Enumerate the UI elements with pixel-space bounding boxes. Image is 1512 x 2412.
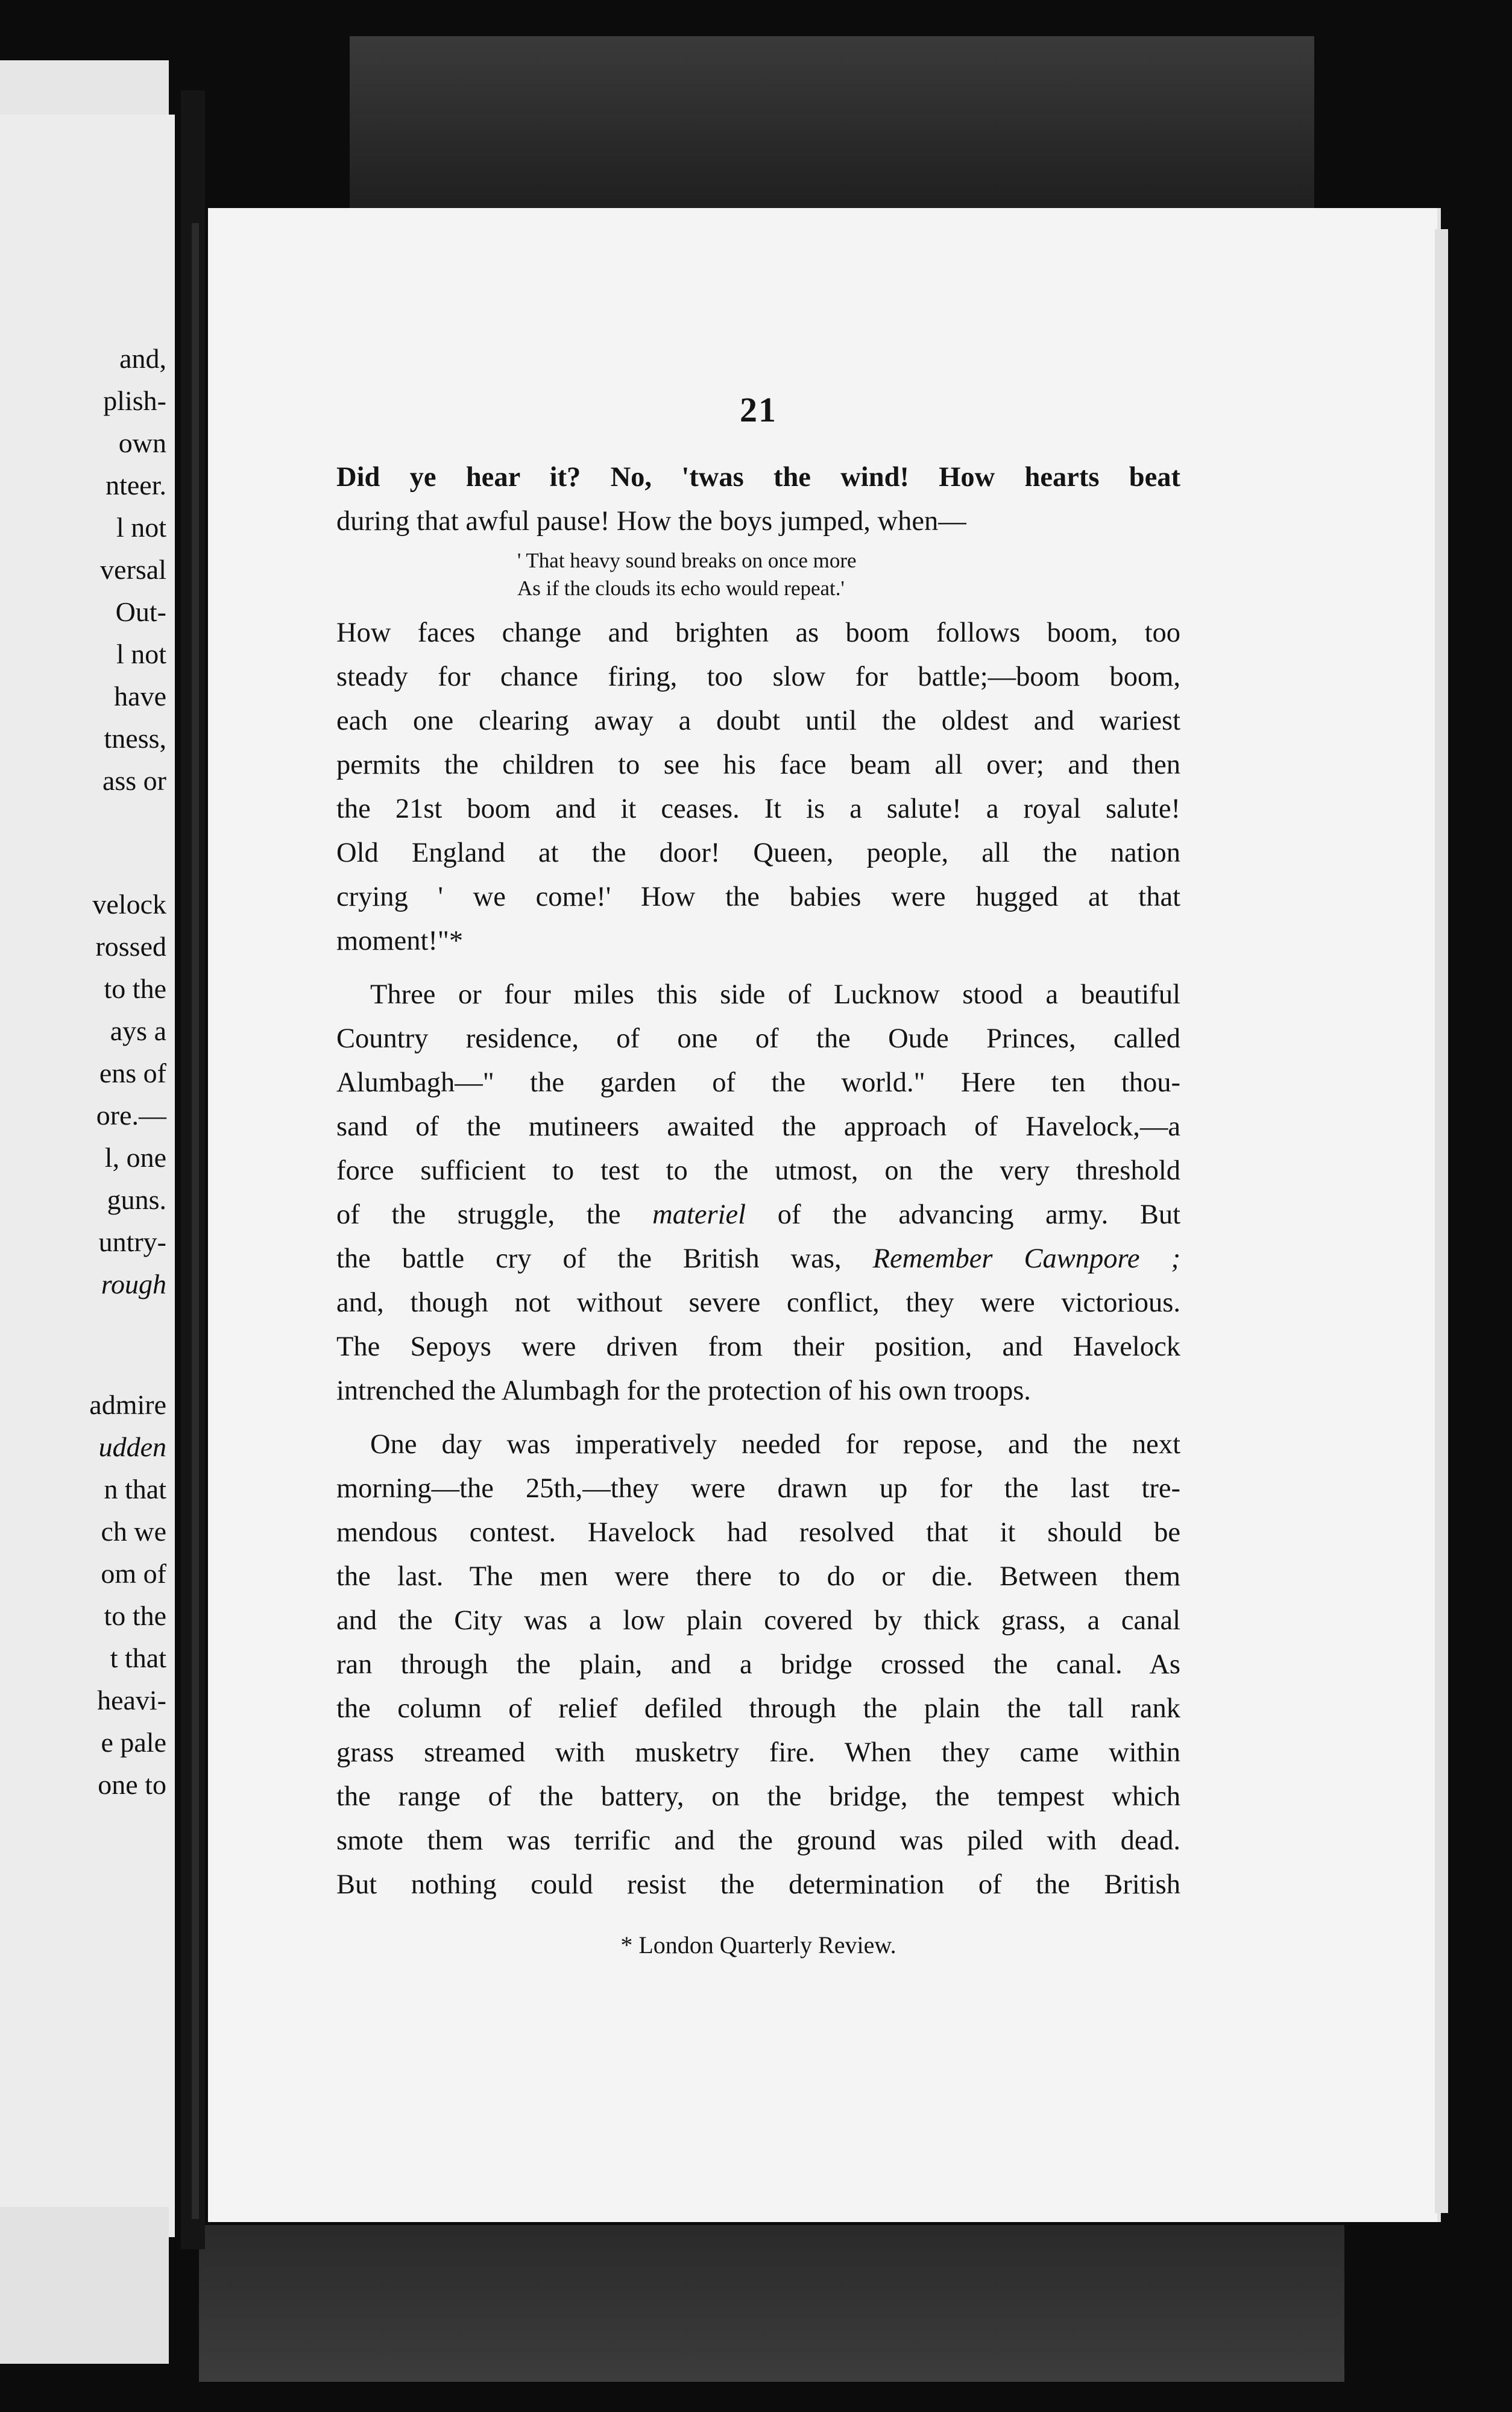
left-page-fragment: versal bbox=[100, 554, 166, 585]
paragraph-1-line: Old England at the door! Queen, people, all the nation bbox=[336, 838, 1180, 868]
left-page-fragment: velock bbox=[92, 889, 166, 920]
right-page bbox=[208, 208, 1441, 2222]
opening-line-2: during that awful pause! How the boys jumped, when— bbox=[336, 506, 966, 537]
left-page-fragment: heavi- bbox=[97, 1685, 166, 1716]
verse-line-1: ' That heavy sound breaks on once more bbox=[517, 549, 857, 572]
paragraph-2 bbox=[336, 973, 1180, 1413]
paragraph-2-line: Three or four miles this side of Lucknow stood a beautiful bbox=[370, 979, 1180, 1010]
paragraph-1-line: steady for chance firing, too slow for battle;—boom boom, bbox=[336, 661, 1180, 692]
left-page-edge-bottom bbox=[0, 2207, 169, 2364]
left-page-fragment: one to bbox=[98, 1769, 166, 1800]
spine-shadow bbox=[192, 223, 199, 2219]
left-page-fragment: t that bbox=[110, 1643, 166, 1673]
paragraph-1 bbox=[336, 611, 1180, 963]
page-edge bbox=[1435, 229, 1448, 2213]
text-run: of the struggle, the bbox=[336, 1199, 621, 1230]
left-page-fragment: ass or bbox=[102, 765, 166, 796]
paragraph-3-line: mendous contest. Havelock had resolved that it should be bbox=[336, 1517, 1180, 1548]
paragraph-1-line: How faces change and brighten as boom follows boom, too bbox=[336, 617, 1180, 648]
paragraph-3-line: the last. The men were there to do or die. Between them bbox=[336, 1561, 1180, 1592]
left-page-fragment: nteer. bbox=[106, 470, 166, 500]
left-page-fragment: rough bbox=[101, 1269, 166, 1299]
paragraph-3-line: and the City was a low plain covered by thick grass, a canal bbox=[336, 1605, 1180, 1636]
left-page-fragment: l not bbox=[116, 639, 166, 669]
paragraph-2-line: intrenched the Alumbagh for the protection of his own troops. bbox=[336, 1375, 1031, 1406]
left-page-fragment: untry- bbox=[98, 1227, 166, 1257]
paragraph-3-line: the range of the battery, on the bridge, the tempest which bbox=[336, 1781, 1180, 1812]
page-content bbox=[336, 389, 1180, 1962]
paragraph-2-line: Alumbagh—" the garden of the world." Here ten thou- bbox=[336, 1067, 1180, 1098]
left-page-fragment: ays a bbox=[110, 1015, 166, 1046]
paragraph-3 bbox=[336, 1422, 1180, 1907]
left-page-fragment: to the bbox=[104, 1600, 166, 1631]
left-page-fragment: ore.— bbox=[96, 1100, 166, 1131]
left-page-fragment: Out- bbox=[115, 596, 166, 627]
opening-paragraph bbox=[336, 455, 1180, 543]
paragraph-1-line: the 21st boom and it ceases. It is a salute! a royal salute! bbox=[336, 794, 1180, 824]
left-page-fragment: admire bbox=[89, 1389, 166, 1420]
paragraph-1-line: crying ' we come!' How the babies were hugged at that bbox=[336, 882, 1180, 912]
left-page-fragment: tness, bbox=[104, 723, 166, 754]
paragraph-2-line: Country residence, of one of the Oude Princes, called bbox=[336, 1023, 1180, 1054]
italic-materiel: materiel bbox=[652, 1199, 746, 1230]
microfilm-background-top bbox=[350, 36, 1314, 217]
paragraph-2-line-battle-cry bbox=[336, 1237, 1180, 1281]
paragraph-3-line: smote them was terrific and the ground was piled with dead. bbox=[336, 1825, 1180, 1856]
paragraph-3-line: ran through the plain, and a bridge crossed the canal. As bbox=[336, 1649, 1180, 1680]
paragraph-1-line: each one clearing away a doubt until the oldest and wariest bbox=[336, 706, 1180, 736]
left-page-fragment: ch we bbox=[101, 1516, 166, 1547]
microfilm-background-bottom bbox=[199, 2225, 1344, 2382]
left-page-fragment: own bbox=[118, 428, 166, 458]
paragraph-2-line-materiel bbox=[336, 1193, 1180, 1237]
paragraph-3-line: But nothing could resist the determination of the British bbox=[336, 1869, 1180, 1900]
opening-line-1: Did ye hear it? No, 'twas the wind! How hearts beat bbox=[336, 462, 1180, 493]
left-page-fragment: to the bbox=[104, 973, 166, 1004]
left-page-fragment: have bbox=[114, 681, 166, 712]
paragraph-3-line: grass streamed with musketry fire. When they came within bbox=[336, 1737, 1180, 1768]
page-number: 21 bbox=[740, 390, 777, 429]
italic-remember-cawnpore: Remember Cawnpore ; bbox=[872, 1243, 1180, 1274]
left-page-fragment: e pale bbox=[101, 1727, 166, 1758]
verse-quote bbox=[336, 547, 1180, 602]
paragraph-2-line: The Sepoys were driven from their position, and Havelock bbox=[336, 1331, 1180, 1362]
verse-line-2: As if the clouds its echo would repeat.' bbox=[517, 576, 845, 600]
left-page-fragment: ens of bbox=[99, 1058, 166, 1088]
paragraph-3-line: One day was imperatively needed for repose, and the next bbox=[370, 1429, 1180, 1460]
left-page-fragment: and, bbox=[119, 343, 166, 374]
left-page-fragment: om of bbox=[101, 1558, 166, 1589]
left-page-fragment: l not bbox=[116, 512, 166, 543]
text-run: of the advancing army. But bbox=[777, 1199, 1181, 1230]
paragraph-3-line: morning—the 25th,—they were drawn up for the last tre- bbox=[336, 1473, 1180, 1504]
paragraph-3-line: the column of relief defiled through the plain the tall rank bbox=[336, 1693, 1180, 1724]
left-page-fragment: l, one bbox=[104, 1142, 166, 1173]
paragraph-2-line: sand of the mutineers awaited the approach of Havelock,—a bbox=[336, 1111, 1180, 1142]
paragraph-2-line: and, though not without severe conflict, they were victorious. bbox=[336, 1287, 1180, 1318]
paragraph-2-line: force sufficient to test to the utmost, on the very threshold bbox=[336, 1155, 1180, 1186]
left-page-fragment: rossed bbox=[95, 931, 166, 962]
left-page-fragment: guns. bbox=[107, 1184, 166, 1215]
text-run: the battle cry of the British was, bbox=[336, 1243, 842, 1274]
paragraph-1-line: permits the children to see his face beam all over; and then bbox=[336, 750, 1180, 780]
paragraph-1-line: moment!"* bbox=[336, 926, 464, 956]
left-page-fragment: n that bbox=[104, 1474, 166, 1504]
footnote: * London Quarterly Review. bbox=[620, 1931, 896, 1959]
left-page-fragment: udden bbox=[98, 1432, 166, 1462]
left-page-fragment: plish- bbox=[103, 385, 166, 416]
left-facing-page bbox=[0, 115, 175, 2237]
